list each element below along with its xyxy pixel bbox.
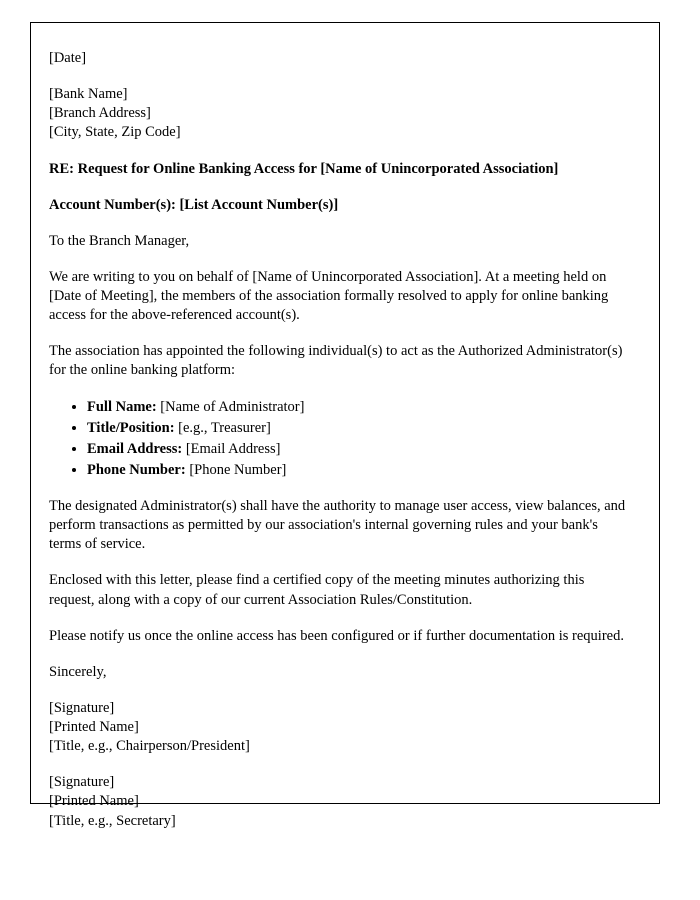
admin-field-value-email: [Email Address] — [185, 440, 281, 457]
list-item — [87, 440, 629, 459]
signature-line: [Signature] — [49, 699, 115, 716]
signature-line: [Signature] — [49, 774, 115, 791]
recipient-line-city: [City, State, Zip Code] — [49, 124, 181, 141]
signer-title-line: [Title, e.g., Chairperson/President] — [49, 738, 250, 755]
admin-field-label-name: Full Name: — [87, 398, 157, 415]
admin-field-label-title: Title/Position: — [87, 419, 175, 436]
subject-line: RE: Request for Online Banking Access for [Name of Unincorporated Association] — [49, 160, 559, 177]
paragraph-administrators-intro: The association has appointed the following individual(s) to act as the Authorized Administrator(s) for the online banking platform: — [49, 343, 623, 379]
recipient-line-bank: [Bank Name] — [49, 86, 128, 103]
admin-field-value-phone: [Phone Number] — [189, 461, 287, 478]
document-page — [30, 22, 660, 829]
salutation: To the Branch Manager, — [49, 232, 190, 249]
paragraph-opening: We are writing to you on behalf of [Name of Unincorporated Association]. At a meeting held on [Date of Meeting], the members of the association formally resolved to apply for online banking access for the above-referenced account(s). — [49, 268, 609, 324]
printed-name-line: [Printed Name] — [49, 719, 139, 735]
closing: Sincerely, — [49, 663, 107, 680]
admin-field-value-name: [Name of Administrator] — [160, 398, 305, 415]
paragraph-enclosures: Enclosed with this letter, please find a certified copy of the meeting minutes authorizing this request, along with a copy of our current Association Rules/Constitution. — [49, 572, 585, 608]
signature-block-primary — [49, 699, 629, 756]
administrator-details-list — [49, 398, 629, 481]
paragraph-authority: The designated Administrator(s) shall have the authority to manage user access, view balances, and perform transactions as permitted by our association's internal governing rules and your bank's terms of service. — [49, 498, 626, 553]
letter-body — [49, 49, 629, 831]
date-text: [Date] — [49, 50, 87, 66]
admin-field-label-phone: Phone Number: — [87, 461, 186, 478]
list-item — [87, 398, 629, 417]
admin-field-value-title: [e.g., Treasurer] — [178, 419, 271, 436]
signature-block-secondary — [49, 773, 629, 830]
document-content — [31, 23, 659, 831]
recipient-line-branch: [Branch Address] — [49, 105, 151, 122]
paragraph-notification: Please notify us once the online access has been configured or if further documentation is required. — [49, 627, 624, 644]
printed-name-line: [Printed Name] — [49, 793, 139, 810]
date-field — [49, 49, 629, 68]
list-item — [87, 419, 629, 438]
admin-field-label-email: Email Address: — [87, 440, 183, 457]
recipient-address — [49, 85, 629, 142]
account-number-line: Account Number(s): [List Account Number(s)] — [49, 196, 339, 213]
signer-title-line: [Title, e.g., Secretary] — [49, 812, 176, 829]
list-item — [87, 461, 629, 480]
